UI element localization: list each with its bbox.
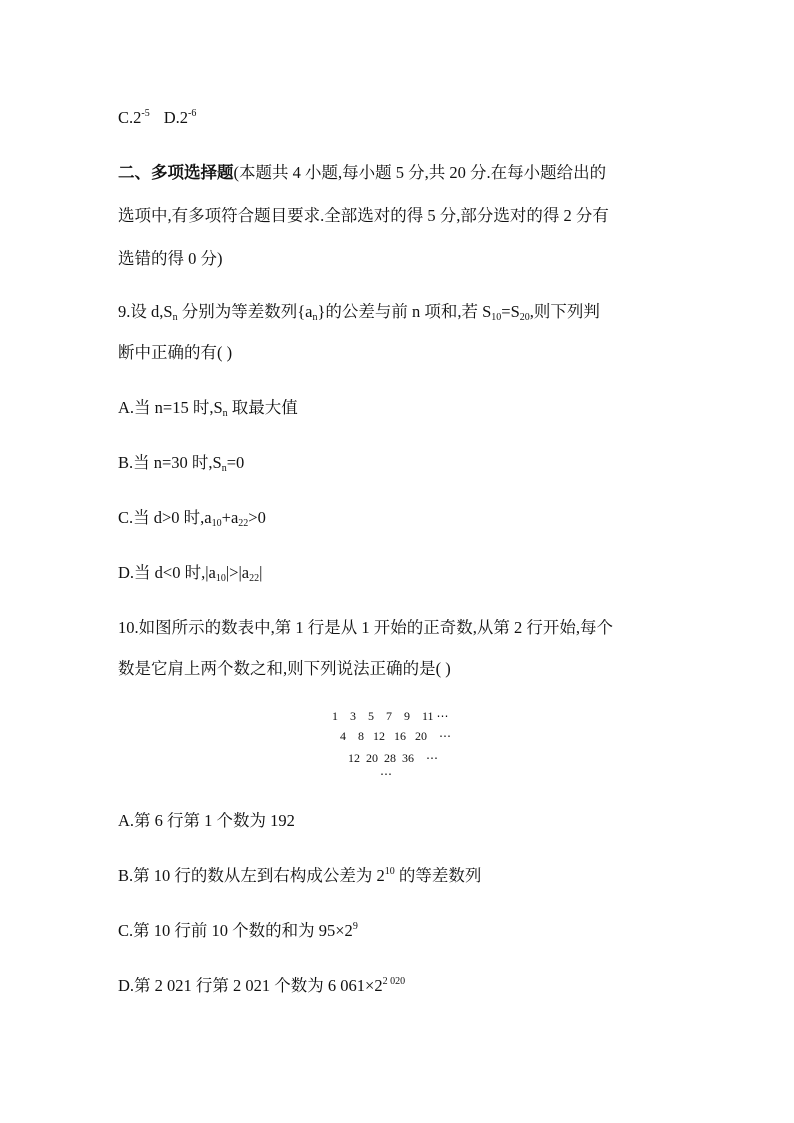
q10-b-exponent: 10 (384, 866, 395, 877)
q10-option-a: A.第 6 行第 1 个数为 192 (118, 811, 295, 830)
q9-sub-1: n (172, 312, 178, 323)
table-row-4: ⋯ (380, 767, 392, 781)
section-desc-1: (本题共 4 小题,每小题 5 分,共 20 分.在每小题给出的 (233, 163, 607, 182)
q9-option-b (118, 453, 244, 473)
prev-options (118, 108, 196, 128)
q10-stem-line1: 10.如图所示的数表中,第 1 行是从 1 开始的正奇数,从第 2 行开始,每个 (118, 618, 613, 637)
q9-sub-4: 20 (519, 312, 530, 323)
q9-a-text: A.当 n=15 时,S (118, 398, 223, 417)
table-row-2: 4 8 12 16 20 ⋯ (340, 729, 451, 743)
q10-d-exponent: 2 020 (382, 976, 406, 987)
q9-c-post: >0 (248, 508, 266, 527)
q10-d-text: D.第 2 021 行第 2 021 个数为 6 061×2 (118, 976, 383, 995)
q9-text-5: ,则下列判 (529, 302, 600, 321)
q9-stem-line1 (118, 302, 600, 322)
table-row-1: 1 3 5 7 9 11 ⋯ (332, 709, 449, 723)
q9-option-c (118, 508, 266, 528)
option-c-exponent: -5 (141, 108, 150, 119)
q10-b-post: 的等差数列 (394, 866, 482, 885)
q10-c-text: C.第 10 行前 10 个数的和为 95×2 (118, 921, 353, 940)
q9-c-sub-1: 10 (211, 518, 222, 529)
q9-b-text: B.当 n=30 时,S (118, 453, 222, 472)
q10-option-b (118, 866, 481, 886)
option-c-base: C.2 (118, 108, 142, 127)
q9-option-d (118, 563, 262, 583)
q9-d-text: D.当 d<0 时,|a (118, 563, 216, 582)
q10-option-c (118, 921, 358, 941)
q10-option-d (118, 976, 405, 996)
table-row-3: 12 20 28 36 ⋯ (348, 751, 438, 765)
q9-option-a (118, 398, 298, 418)
q9-text-2: 分别为等差数列{a (177, 302, 313, 321)
section-desc-2: 选项中,有多项符合题目要求.全部选对的得 5 分,部分选对的得 2 分有 (118, 206, 609, 225)
option-d-base: D.2 (163, 108, 189, 127)
q9-text-1: 9.设 d,S (118, 302, 173, 321)
q9-d-sub-2: 22 (249, 573, 260, 584)
q10-b-text: B.第 10 行的数从左到右构成公差为 2 (118, 866, 385, 885)
q9-c-text: C.当 d>0 时,a (118, 508, 212, 527)
q9-sub-3: 10 (491, 312, 502, 323)
q9-stem-line2: 断中正确的有( ) (118, 343, 233, 362)
q9-d-mid: |>|a (225, 563, 250, 582)
q9-a-post: 取最大值 (227, 398, 298, 417)
q9-c-mid: +a (221, 508, 239, 527)
section-header (118, 163, 606, 183)
q9-a-sub: n (222, 408, 228, 419)
q9-b-sub: n (221, 463, 227, 474)
q9-d-post: | (259, 563, 263, 582)
q10-stem-line2: 数是它肩上两个数之和,则下列说法正确的是( ) (118, 659, 451, 678)
option-d-exponent: -6 (188, 108, 197, 119)
section-title: 二、多项选择题 (118, 163, 234, 182)
q9-text-4: =S (501, 302, 520, 321)
q9-text-3: }的公差与前 n 项和,若 S (317, 302, 492, 321)
section-desc-3: 选错的得 0 分) (118, 249, 223, 268)
q9-sub-2: n (312, 312, 318, 323)
q9-b-post: =0 (226, 453, 245, 472)
q9-d-sub-1: 10 (215, 573, 226, 584)
q9-c-sub-2: 22 (238, 518, 249, 529)
q10-c-exponent: 9 (352, 921, 358, 932)
